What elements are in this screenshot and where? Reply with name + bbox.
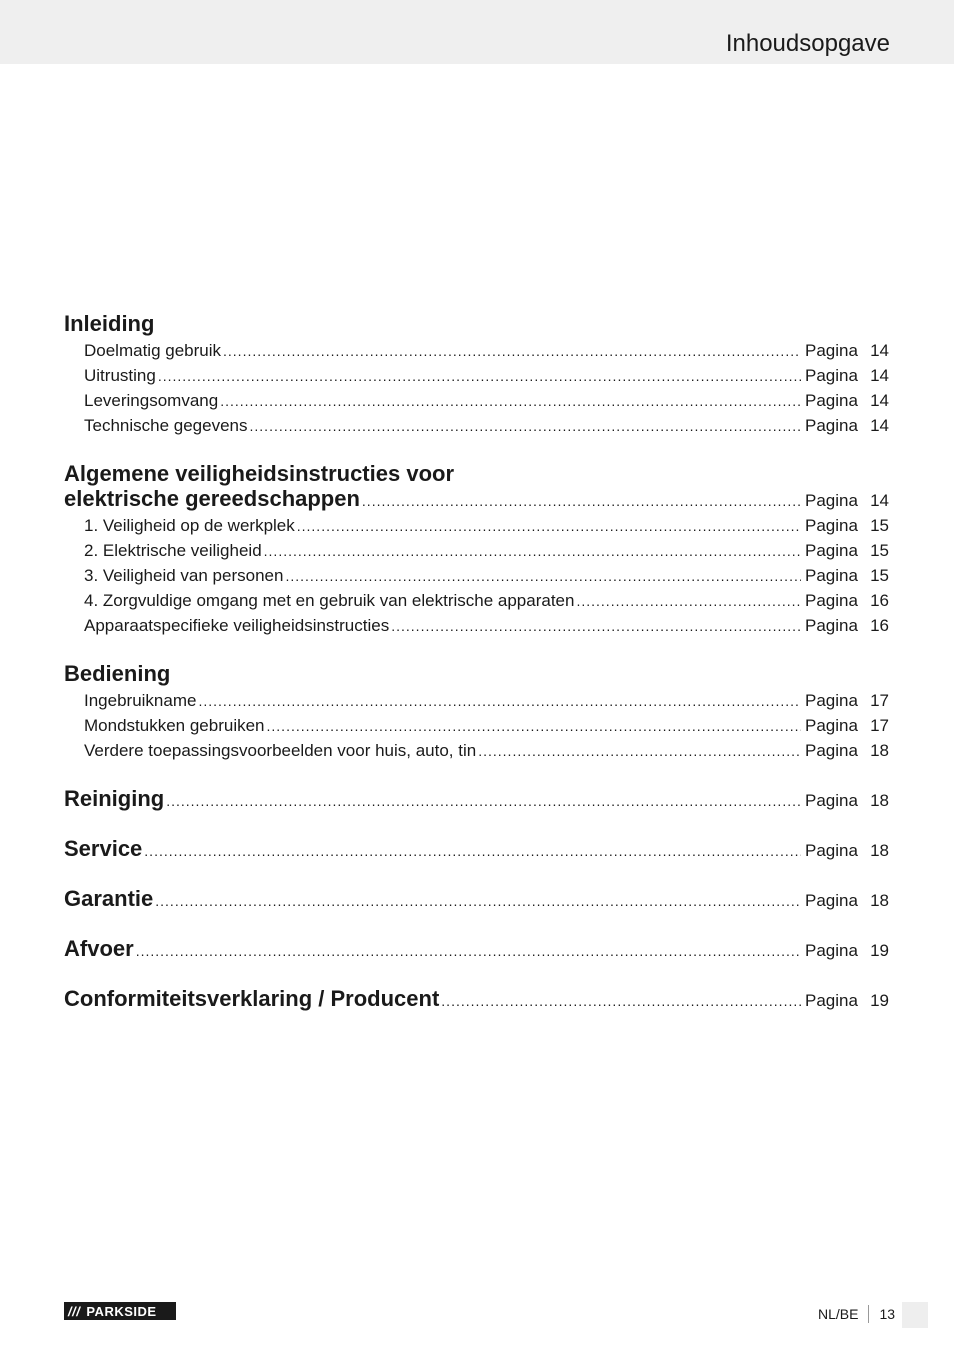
page-word: Pagina [805, 341, 858, 360]
page-number: 18 [870, 741, 889, 760]
dot-leader [576, 590, 801, 612]
toc-entry-label: Doelmatig gebruik [84, 341, 222, 360]
toc-entry[interactable] [84, 415, 889, 437]
page-number: 19 [870, 991, 889, 1010]
page-number: 17 [870, 691, 889, 710]
toc-section-entry-garantie[interactable] [64, 885, 889, 915]
dot-leader [198, 690, 801, 712]
toc-entry[interactable] [84, 515, 889, 537]
logo-slashes: /// [68, 1303, 81, 1319]
page-number: 19 [870, 941, 889, 960]
page-word: Pagina [805, 716, 858, 735]
page-number: 14 [870, 416, 889, 435]
toc-entry[interactable] [84, 365, 889, 387]
toc-entry-label: Technische gegevens [84, 416, 248, 435]
toc-section-title-inleiding: Inleiding [64, 311, 155, 336]
footer-page-info [818, 1305, 895, 1323]
page-word: Pagina [805, 991, 858, 1010]
dot-leader [297, 515, 801, 537]
page-word: Pagina [805, 491, 858, 510]
toc-entry-label: 1. Veiligheid op de werkplek [84, 516, 295, 535]
footer-tab-marker [902, 1302, 928, 1328]
dot-leader [264, 540, 801, 562]
page-number: 18 [870, 791, 889, 810]
toc-section-title: Service [64, 836, 143, 861]
toc-section-title-safety-line2: elektrische gereedschappen [64, 486, 360, 511]
toc-entry-label: Uitrusting [84, 366, 156, 385]
footer-divider [868, 1305, 869, 1323]
page-word: Pagina [805, 516, 858, 535]
page-title: Inhoudsopgave [725, 30, 890, 57]
dot-leader [136, 937, 801, 965]
toc-section-title: Reiniging [64, 786, 165, 811]
toc-entry[interactable] [84, 715, 889, 737]
page-word: Pagina [805, 891, 858, 910]
toc-entry-label: Ingebruikname [84, 691, 197, 710]
toc-entry[interactable] [84, 590, 889, 612]
toc-section-title-safety-line1: Algemene veiligheidsinstructies voor [64, 461, 455, 486]
toc-section-entry-service[interactable] [64, 835, 889, 865]
toc-section-entry-conformiteit[interactable] [64, 985, 889, 1015]
dot-leader [478, 740, 801, 762]
dot-leader [441, 987, 801, 1015]
dot-leader [250, 415, 801, 437]
page-number: 14 [870, 391, 889, 410]
dot-leader [223, 340, 801, 362]
toc-entry-label: Apparaatspecifieke veiligheidsinstructies [84, 616, 390, 635]
toc-section-title-bediening: Bediening [64, 661, 171, 686]
page-number: 15 [870, 516, 889, 535]
logo-wordmark: PARKSIDE [86, 1303, 157, 1319]
page-word: Pagina [805, 566, 858, 585]
page-word: Pagina [805, 691, 858, 710]
dot-leader [144, 837, 801, 865]
toc-entry-label: Leveringsomvang [84, 391, 219, 410]
page-word: Pagina [805, 741, 858, 760]
page-number: 18 [870, 841, 889, 860]
toc-entry[interactable] [84, 390, 889, 412]
dot-leader [158, 365, 801, 387]
page-word: Pagina [805, 616, 858, 635]
toc-section-title: Afvoer [64, 936, 134, 961]
dot-leader [166, 787, 801, 815]
toc-section-title: Conformiteitsverklaring / Producent [64, 986, 440, 1011]
toc-entry[interactable] [84, 615, 889, 637]
page-word: Pagina [805, 541, 858, 560]
page-number: 14 [870, 366, 889, 385]
page-word: Pagina [805, 416, 858, 435]
dot-leader [267, 715, 801, 737]
page-number: 16 [870, 591, 889, 610]
toc-section-title: Garantie [64, 886, 154, 911]
page-word: Pagina [805, 941, 858, 960]
toc-entry[interactable] [84, 340, 889, 362]
page-number: 14 [870, 491, 889, 510]
dot-leader [220, 390, 801, 412]
page-number: 15 [870, 541, 889, 560]
locale-label: NL/BE [818, 1306, 859, 1322]
toc-entry[interactable] [84, 690, 889, 712]
page-number: 17 [870, 716, 889, 735]
page-word: Pagina [805, 791, 858, 810]
toc-entry-label: Verdere toepassingsvoorbeelden voor huis, auto, tin [84, 741, 477, 760]
dot-leader [362, 487, 801, 515]
toc-entry-label: 4. Zorgvuldige omgang met en gebruik van elektrische apparaten [84, 591, 575, 610]
page-number: 15 [870, 566, 889, 585]
page-number: 16 [870, 616, 889, 635]
page-word: Pagina [805, 591, 858, 610]
page-word: Pagina [805, 391, 858, 410]
toc-section-entry-safety[interactable] [64, 485, 889, 515]
dot-leader [285, 565, 801, 587]
page-number: 18 [870, 891, 889, 910]
footer-page-number: 13 [879, 1306, 896, 1322]
toc-entry-label: 2. Elektrische veiligheid [84, 541, 262, 560]
dot-leader [391, 615, 801, 637]
toc-entry-label: 3. Veiligheid van personen [84, 566, 284, 585]
toc-entry[interactable] [84, 565, 889, 587]
toc-entry-label: Mondstukken gebruiken [84, 716, 265, 735]
page-word: Pagina [805, 366, 858, 385]
dot-leader [155, 887, 801, 915]
toc-section-entry-reiniging[interactable] [64, 785, 889, 815]
page-number: 14 [870, 341, 889, 360]
toc-entry[interactable] [84, 740, 889, 762]
parkside-logo [64, 1302, 176, 1320]
page-word: Pagina [805, 841, 858, 860]
toc-section-entry-afvoer[interactable] [64, 935, 889, 965]
toc-entry[interactable] [84, 540, 889, 562]
